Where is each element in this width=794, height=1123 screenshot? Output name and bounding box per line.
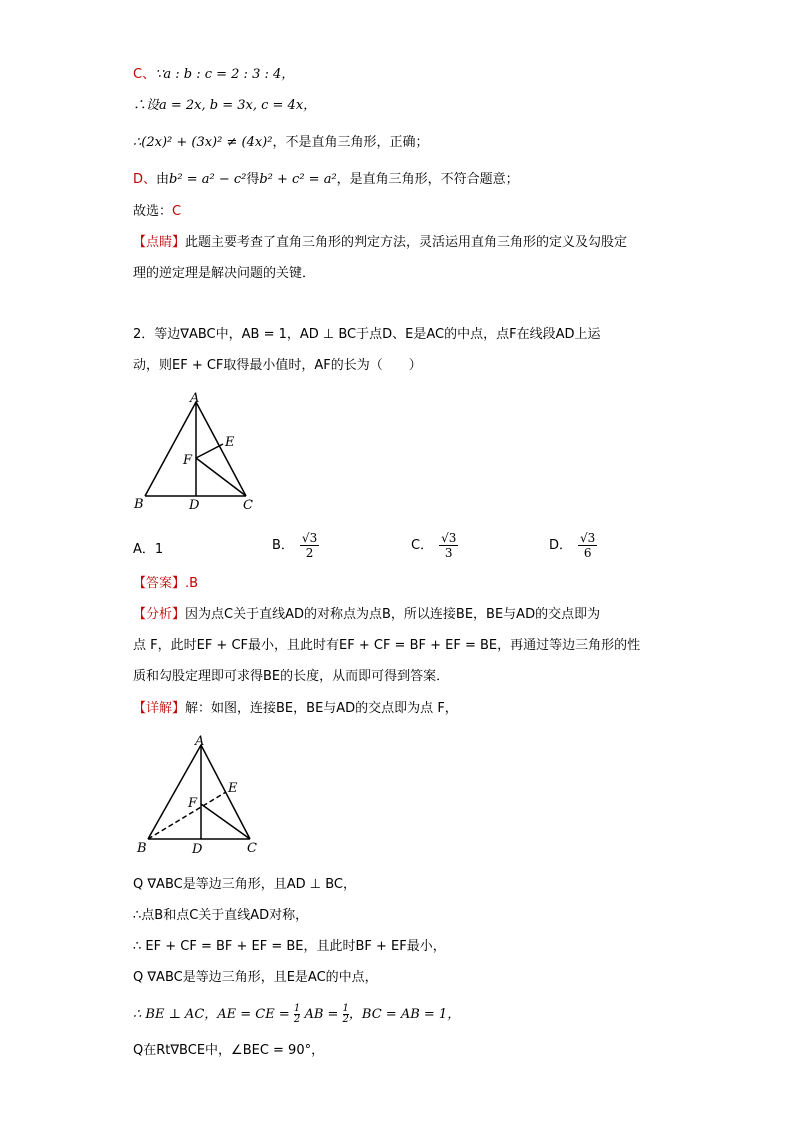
analysis-line-1: 【分析】因为点C关于直线AD的对称点为点B，所以连接BE，BE与AD的交点即为 [133, 607, 601, 622]
label-b: B [137, 841, 147, 856]
proof-line-6: Q在Rt∇BCE中，∠BEC = 90°， [133, 1043, 325, 1058]
answer-tag: 【答案】. [133, 576, 190, 591]
option-c-label: C、 [133, 67, 156, 82]
figure-triangle-1 [133, 388, 273, 520]
analysis-tag: 【分析】 [133, 607, 186, 622]
option-c-line-1: C、∵a : b : c = 2 : 3 : 4， [133, 67, 295, 82]
comment-tag: 【点睛】 [133, 235, 186, 250]
comment-line-2: 理的逆定理是解决问题的关键． [133, 266, 316, 281]
segment-fe [196, 444, 223, 458]
answer-value: B [189, 576, 199, 591]
proof-line-1: Q ∇ABC是等边三角形，且AD ⊥ BC， [133, 877, 356, 892]
option-b: B． $\frac{√3}{2}$ [272, 531, 318, 560]
choose-line: 故选：C [133, 204, 182, 219]
choose-value: C [172, 204, 182, 219]
option-c-line-2: ∴设a = 2x, b = 3x, c = 4x， [133, 98, 317, 113]
analysis-line-3: 质和勾股定理即可求得BE的长度，从而即可得到答案． [133, 669, 450, 684]
side-ab [145, 402, 196, 496]
proof-line-5: ∴ BE ⊥ AC，AE = CE = $\frac{1}{2}$ AB = $\frac{1}{2}$，BC = AB = 1， [133, 1003, 461, 1025]
figure-triangle-2 [133, 731, 273, 863]
answer-line [133, 575, 198, 593]
label-e: E [228, 781, 238, 796]
segment-be-dashed [148, 792, 226, 839]
option-c-line-3: ∴(2x)² + (3x)² ≠ (4x)²，不是直角三角形，正确； [133, 135, 429, 150]
option-a: A．1 [133, 542, 164, 557]
side-ab [148, 745, 201, 839]
fraction-half-2: $\frac{1}{2}$ [342, 1003, 349, 1025]
option-d-label: D、 [133, 172, 157, 187]
label-a: A [195, 734, 205, 749]
proof-line-4: Q ∇ABC是等边三角形，且E是AC的中点， [133, 970, 378, 985]
segment-fc [196, 458, 246, 496]
detail-tag: 【详解】 [133, 701, 186, 716]
label-f: F [183, 453, 193, 468]
detail-line-1: 【详解】解：如图，连接BE，BE与AD的交点即为点 F， [133, 701, 458, 716]
proof-line-2: ∴点B和点C关于直线AD对称， [133, 908, 309, 923]
label-c: C [243, 498, 253, 513]
side-ac [196, 402, 246, 496]
label-e: E [225, 435, 235, 450]
option-c: C． $\frac{√3}{3}$ [411, 531, 457, 560]
label-f: F [188, 796, 198, 811]
label-b: B [134, 497, 144, 512]
label-d: D [192, 842, 203, 857]
fraction-half-1: $\frac{1}{2}$ [293, 1003, 301, 1025]
proof-line-3: ∴ EF + CF = BF + EF = BE，且此时BF + EF最小， [133, 939, 446, 954]
analysis-line-2: 点 F，此时EF + CF最小，且此时有EF + CF = BF + EF = BE，再通过等边三角形的性 [133, 638, 641, 653]
question-line-1: 2．等边∇ABC中，AB = 1，AD ⊥ BC于点D、E是AC的中点，点F在线段AD上运 [133, 327, 601, 342]
option-d: D． $\frac{√3}{6}$ [549, 531, 596, 560]
label-a: A [190, 391, 200, 406]
label-d: D [189, 498, 200, 513]
label-c: C [247, 841, 257, 856]
comment-line-1: 【点睛】此题主要考查了直角三角形的判定方法，灵活运用直角三角形的定义及勾股定 [133, 235, 628, 250]
segment-fc [201, 804, 250, 839]
question-line-2: 动，则EF + CF取得最小值时，AF的长为（ ） [133, 358, 422, 373]
option-d-line: D、由b² = a² − c²得b² + c² = a²，是直角三角形，不符合题意； [133, 172, 519, 187]
